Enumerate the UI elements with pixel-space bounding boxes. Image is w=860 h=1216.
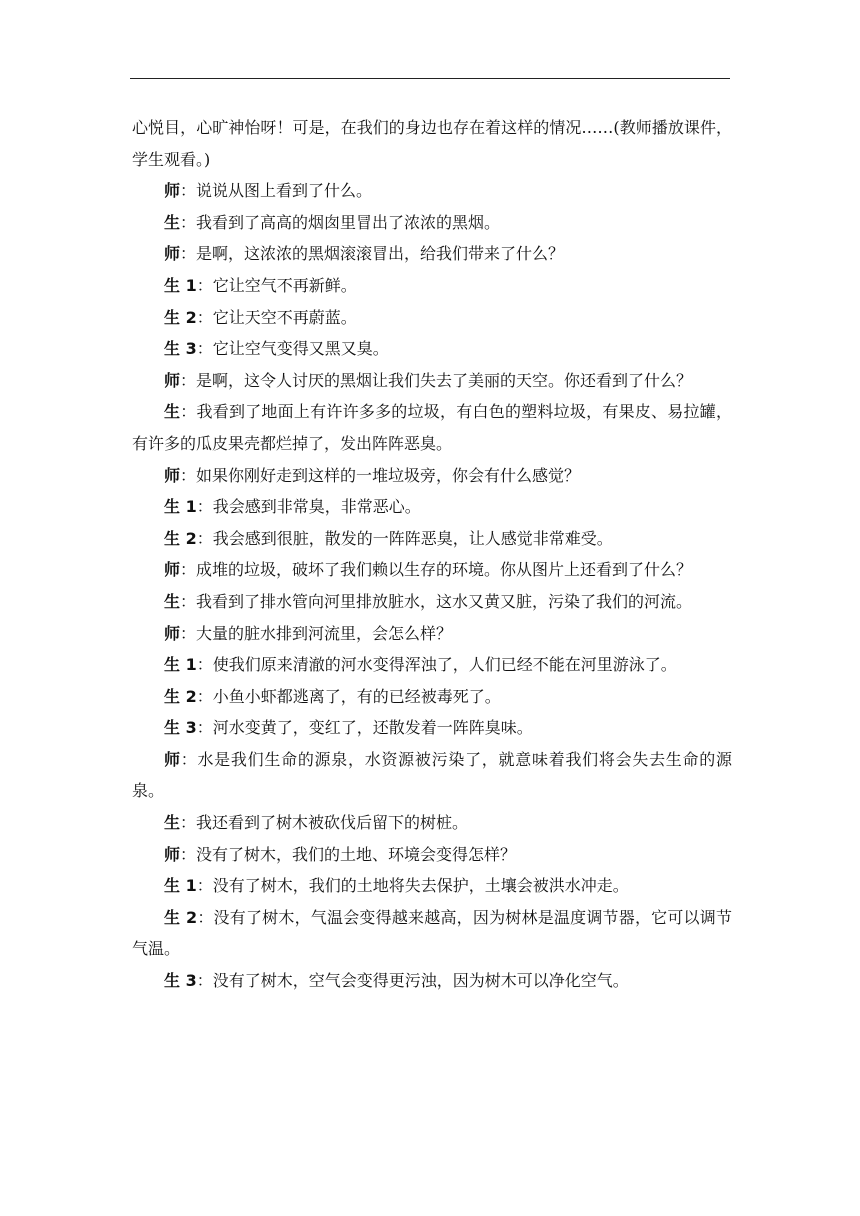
paragraph-text: ：是啊，这令人讨厌的黑烟让我们失去了美丽的天空。你还看到了什么？ [180, 370, 693, 390]
speaker-label: 生 1 [164, 497, 197, 517]
paragraph [132, 112, 732, 175]
paragraph-text: ：没有了树木，气温会变得越来越高，因为树林是温度调节器，它可以调节气温。 [132, 907, 732, 959]
paragraph [132, 523, 732, 555]
paragraph [132, 712, 732, 744]
speaker-label: 师 [164, 844, 181, 864]
paragraph-text: ：我看到了排水管向河里排放脏水，这水又黄又脏，污染了我们的河流。 [180, 591, 693, 611]
speaker-label: 生 2 [164, 528, 197, 548]
speaker-label: 生 3 [164, 339, 197, 359]
speaker-label: 生 2 [164, 307, 197, 327]
speaker-label: 生 3 [164, 718, 197, 738]
paragraph-text: ：我看到了高高的烟囱里冒出了浓浓的黑烟。 [180, 212, 501, 232]
paragraph [132, 649, 732, 681]
paragraph [132, 302, 732, 334]
paragraph-text: ：是啊，这浓浓的黑烟滚滚冒出，给我们带来了什么？ [180, 244, 565, 264]
speaker-label: 生 [164, 402, 181, 422]
paragraph-text: ：说说从图上看到了什么。 [180, 181, 373, 201]
paragraph-text: ：它让空气变得又黑又臭。 [196, 339, 389, 359]
paragraph-text: ：我会感到非常臭，非常恶心。 [196, 497, 421, 517]
paragraph [132, 175, 732, 207]
paragraph [132, 491, 732, 523]
paragraph-text: ：它让天空不再蔚蓝。 [196, 307, 357, 327]
paragraph-text: ：水是我们生命的源泉，水资源被污染了，就意味着我们将会失去生命的源泉。 [132, 749, 732, 801]
paragraph-text: ：小鱼小虾都逃离了，有的已经被毒死了。 [196, 686, 501, 706]
paragraph [132, 839, 732, 871]
paragraph [132, 333, 732, 365]
paragraph-text: ：河水变黄了，变红了，还散发着一阵阵臭味。 [196, 718, 533, 738]
speaker-label: 师 [164, 181, 181, 201]
paragraph [132, 396, 732, 459]
speaker-label: 师 [164, 560, 181, 580]
paragraph-text: ：如果你刚好走到这样的一堆垃圾旁，你会有什么感觉？ [180, 465, 581, 485]
speaker-label: 师 [164, 244, 181, 264]
paragraph [132, 207, 732, 239]
paragraph [132, 807, 732, 839]
speaker-label: 生 2 [164, 686, 197, 706]
paragraph-text: ：我会感到很脏，散发的一阵阵恶臭，让人感觉非常难受。 [196, 528, 613, 548]
speaker-label: 生 [164, 212, 181, 232]
speaker-label: 生 3 [164, 971, 197, 991]
paragraph-text: ：没有了树木，我们的土地将失去保护，土壤会被洪水冲走。 [196, 876, 629, 896]
speaker-label: 生 1 [164, 876, 197, 896]
paragraph-text: 心悦目，心旷神怡呀！可是，在我们的身边也存在着这样的情况……(教师播放课件，学生观看。) [132, 118, 732, 169]
speaker-label: 生 1 [164, 275, 197, 295]
paragraph [132, 870, 732, 902]
header-rule [130, 78, 730, 79]
paragraph [132, 586, 732, 618]
paragraph-text: ：没有了树木，空气会变得更污浊，因为树木可以净化空气。 [196, 971, 629, 991]
document-body [132, 112, 732, 997]
speaker-label: 师 [164, 623, 181, 643]
paragraph [132, 681, 732, 713]
speaker-label: 生 [164, 813, 181, 833]
paragraph [132, 460, 732, 492]
paragraph [132, 965, 732, 997]
paragraph-text: ：没有了树木，我们的土地、环境会变得怎样？ [180, 844, 517, 864]
paragraph-text: ：它让空气不再新鲜。 [196, 275, 357, 295]
speaker-label: 师 [164, 465, 181, 485]
paragraph [132, 365, 732, 397]
paragraph [132, 744, 732, 807]
paragraph-text: ：使我们原来清澈的河水变得浑浊了，人们已经不能在河里游泳了。 [196, 655, 677, 675]
paragraph-text: ：我还看到了树木被砍伐后留下的树桩。 [180, 813, 469, 833]
paragraph-text: ：大量的脏水排到河流里，会怎么样？ [180, 623, 453, 643]
speaker-label: 师 [164, 370, 181, 390]
paragraph [132, 270, 732, 302]
paragraph [132, 618, 732, 650]
speaker-label: 生 1 [164, 655, 197, 675]
speaker-label: 生 [164, 591, 181, 611]
paragraph [132, 902, 732, 965]
paragraph [132, 554, 732, 586]
speaker-label: 师 [164, 749, 181, 769]
paragraph-text: ：我看到了地面上有许许多多的垃圾，有白色的塑料垃圾，有果皮、易拉罐，有许多的瓜皮果壳都烂掉了，发出阵阵恶臭。 [132, 402, 732, 453]
paragraph [132, 238, 732, 270]
speaker-label: 生 2 [164, 907, 198, 927]
paragraph-text: ：成堆的垃圾，破坏了我们赖以生存的环境。你从图片上还看到了什么？ [180, 560, 693, 580]
